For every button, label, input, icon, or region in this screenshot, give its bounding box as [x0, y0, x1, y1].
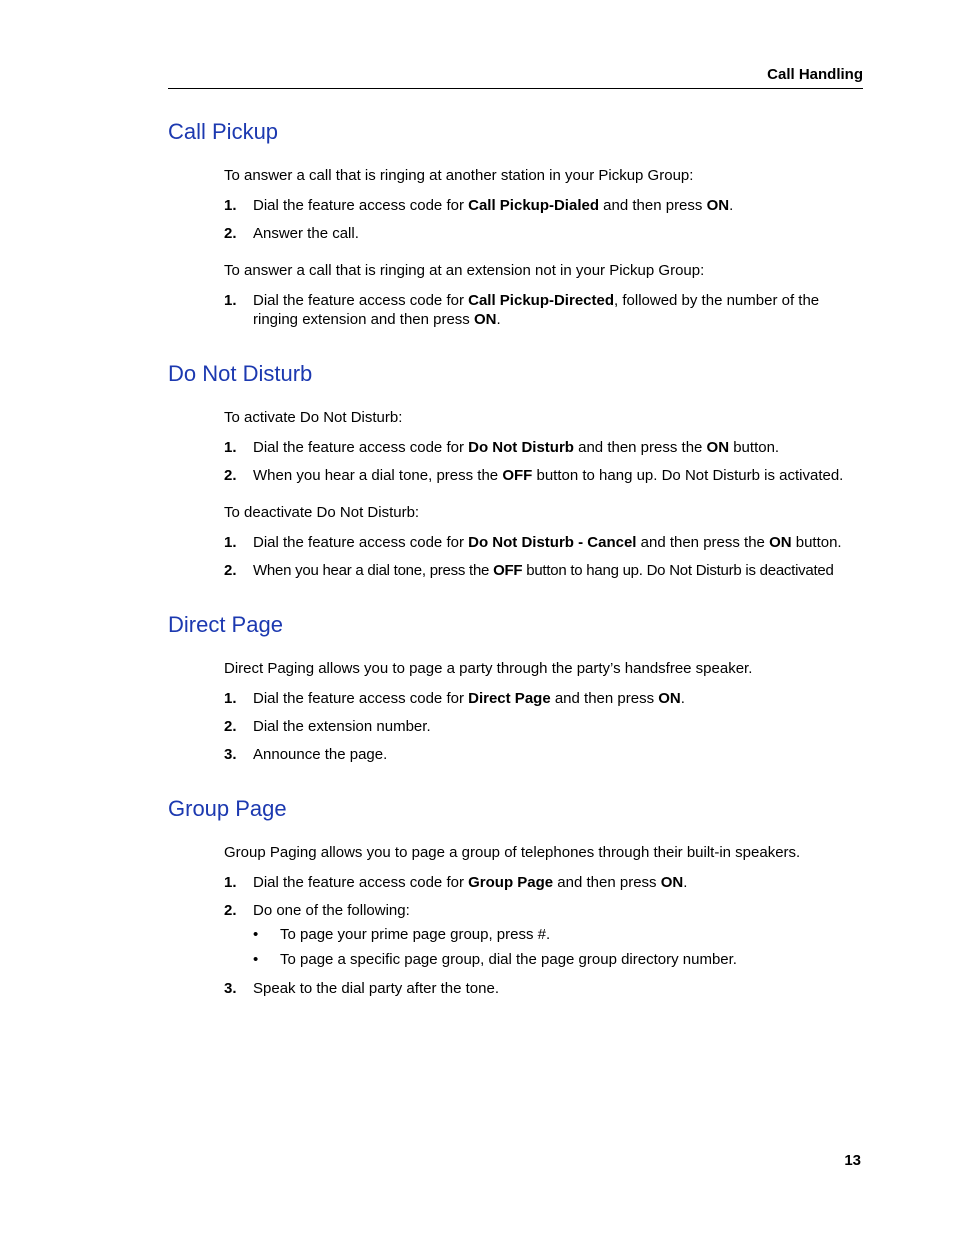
group-page-intro: Group Paging allows you to page a group of telephones through their built-in speakers. — [224, 844, 801, 861]
section-title-call-pickup: Call Pickup — [168, 119, 279, 144]
group-page-step-2: 2. Do one of the following: — [224, 902, 410, 919]
step-number: 1. — [224, 292, 237, 309]
step-number: 2. — [224, 467, 237, 484]
call-pickup-step-2: 2. Answer the call. — [224, 225, 359, 242]
step-number: 3. — [224, 980, 237, 997]
step-number: 1. — [224, 690, 237, 707]
dnd-step-1: 1. Dial the feature access code for Do Not Disturb and then press the ON button. — [224, 439, 780, 456]
group-page-bullet-2: • To page a specific page group, dial the page group directory number. — [253, 951, 737, 968]
group-page-bullet-1: • To page your prime page group, press #. — [253, 926, 551, 943]
dnd-intro-2: To deactivate Do Not Disturb: — [224, 504, 420, 521]
step-number: 2. — [224, 718, 237, 735]
dnd-step-3: 1. Dial the feature access code for Do Not Disturb - Cancel and then press the ON button. — [224, 534, 842, 551]
bullet-icon: • — [253, 926, 259, 943]
dnd-step-2: 2. When you hear a dial tone, press the OFF button to hang up. Do Not Disturb is activated. — [224, 467, 844, 484]
page-number: 13 — [844, 1152, 861, 1169]
call-pickup-step-3: 1. Dial the feature access code for Call Pickup-Directed, followed by the number of the ringing extension and then press ON. — [224, 292, 820, 328]
step-number: 2. — [224, 902, 237, 919]
call-pickup-intro-2: To answer a call that is ringing at an extension not in your Pickup Group: — [224, 262, 705, 279]
dnd-intro-1: To activate Do Not Disturb: — [224, 409, 403, 426]
direct-page-intro: Direct Paging allows you to page a party through the party’s handsfree speaker. — [224, 660, 753, 677]
step-number: 1. — [224, 197, 237, 214]
group-page-step-3: 3. Speak to the dial party after the tone. — [224, 980, 499, 997]
running-header — [168, 64, 863, 89]
call-pickup-intro-1: To answer a call that is ringing at another station in your Pickup Group: — [224, 167, 694, 184]
step-number: 2. — [224, 225, 237, 242]
call-pickup-step-1: 1. Dial the feature access code for Call Pickup-Dialed and then press ON. — [224, 197, 734, 214]
step-number: 1. — [224, 874, 237, 891]
section-title-direct-page: Direct Page — [168, 612, 283, 637]
section-title-do-not-disturb: Do Not Disturb — [168, 361, 313, 386]
direct-page-step-3: 3. Announce the page. — [224, 746, 388, 763]
section-title-group-page: Group Page — [168, 796, 287, 821]
header-title: Call Handling — [767, 66, 863, 83]
dnd-step-4: 2. When you hear a dial tone, press the OFF button to hang up. Do Not Disturb is deactivated — [224, 562, 834, 579]
group-page-step-1: 1. Dial the feature access code for Group Page and then press ON. — [224, 874, 688, 891]
step-number: 1. — [224, 439, 237, 456]
direct-page-step-2: 2. Dial the extension number. — [224, 718, 431, 735]
step-number: 3. — [224, 746, 237, 763]
bullet-icon: • — [253, 951, 259, 968]
direct-page-step-1: 1. Dial the feature access code for Direct Page and then press ON. — [224, 690, 685, 707]
step-number: 2. — [224, 562, 237, 579]
step-number: 1. — [224, 534, 237, 551]
